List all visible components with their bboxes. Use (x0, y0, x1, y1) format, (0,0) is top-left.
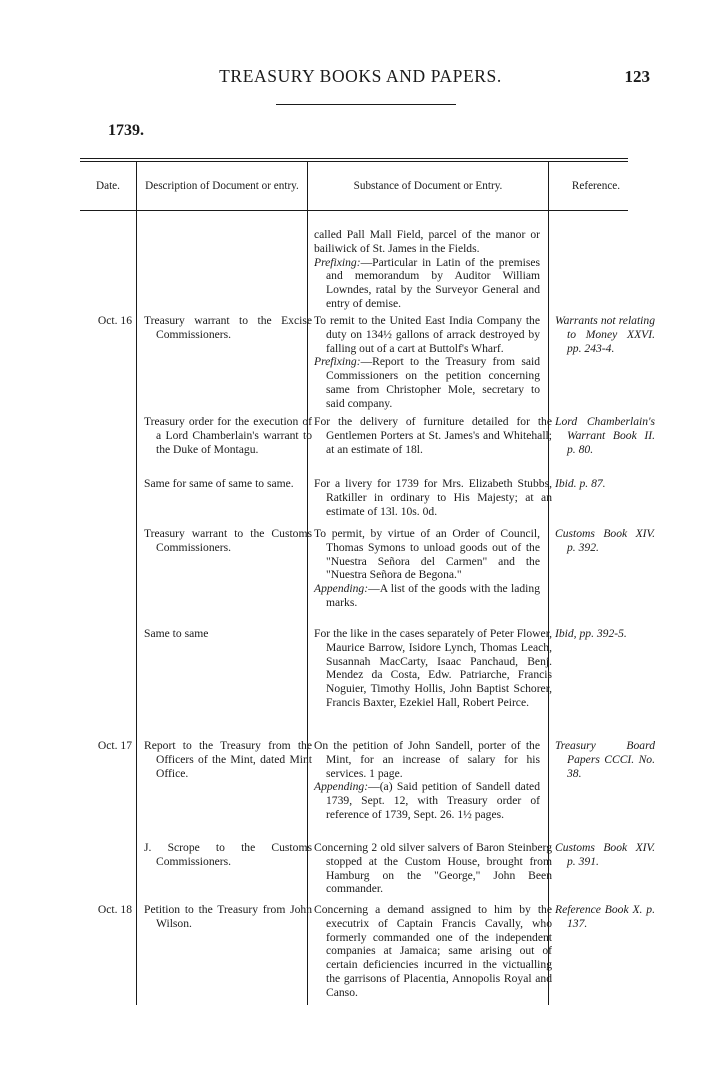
column-divider (136, 161, 137, 1005)
substance-cell (314, 314, 540, 411)
substance-cell (314, 527, 540, 610)
note-text: —(a) Said petition of Sandell dated 1739, Sept. 12, with Treasury order of reference of 1739, Sept. 26. 1½ pages. (326, 780, 540, 821)
reference-cell: Ibid, pp. 392-5. (555, 627, 627, 640)
substance-text: On the petition of John Sandell, porter of the Mint, for an increase of salary for his services. 1 page. (314, 739, 540, 780)
substance-cell (314, 228, 540, 311)
note-label: Prefixing: (314, 255, 361, 269)
substance-cell: For the like in the cases separately of Peter Flower, Maurice Barrow, Isidore Lynch, Thomas Leach, Susannah MacCarty, Isaac Panchaud, Benj. Mendez da Costa, Edw. Patriarche, Francis Noguier, Timothy Hollis, John Baptist Schorer, Francis Baxter, Ezekiel Hall, Robert Peirce. (314, 627, 552, 709)
substance-note (314, 582, 540, 610)
column-header-description: Description of Document or entry. (145, 179, 299, 192)
description-cell: Same for same of same to same. (144, 477, 294, 490)
note-label: Appending: (314, 582, 369, 596)
description-cell: Treasury warrant to the Excise Commissioners. (144, 314, 312, 341)
substance-cell: For the delivery of furniture detailed for the Gentlemen Porters at St. James's and Whitehall; at an estimate of 18l. (314, 415, 552, 456)
column-header-reference: Reference. (571, 179, 621, 192)
substance-note (314, 780, 540, 821)
substance-text: To permit, by virtue of an Order of Council, Thomas Symons to unload goods out of the "Nuestra Señora del Carmen" and the "Nuestra Señora de Begona." (314, 527, 540, 582)
note-label: Appending: (314, 780, 369, 794)
description-cell: Petition to the Treasury from John Wilson. (144, 903, 312, 930)
substance-cell (314, 739, 540, 822)
table-top-rule (80, 158, 628, 159)
column-divider (307, 161, 308, 1005)
header-rule (276, 104, 456, 105)
page-number: 123 (624, 67, 650, 86)
reference-cell: Treasury Board Papers CCCI. No. 38. (555, 739, 655, 780)
column-header-date: Date. (96, 179, 120, 192)
description-cell: Treasury warrant to the Customs Commissioners. (144, 527, 312, 554)
description-cell: Same to same (144, 627, 209, 640)
substance-text: To remit to the United East India Company the duty on 134½ gallons of arrack destroyed by falling out of a cart at Buttolf's Wharf. (314, 314, 540, 355)
description-cell: Report to the Treasury from the Officers of the Mint, dated Mint Office. (144, 739, 312, 780)
reference-cell: Customs Book XIV. p. 391. (555, 841, 655, 868)
substance-text: called Pall Mall Field, parcel of the manor or bailiwick of St. James in the Fields. (314, 228, 540, 255)
running-head: TREASURY BOOKS AND PAPERS. (219, 66, 502, 86)
substance-cell: Concerning a demand assigned to him by the executrix of Captain Francis Cavally, who formerly commanded one of the independent companies at Jamaica; same arising out of certain deficiencies incurred in the victualling the garrisons of Placentia, Annopolis Royal and Canso. (314, 903, 552, 999)
description-cell: Treasury order for the execution of a Lord Chamberlain's warrant to the Duke of Montagu. (144, 415, 312, 456)
note-text: —A list of the goods with the lading marks. (326, 582, 540, 609)
note-label: Prefixing: (314, 355, 361, 369)
reference-cell: Reference Book X. p. 137. (555, 903, 655, 930)
substance-cell: Concerning 2 old silver salvers of Baron Steinberg stopped at the Custom House, brought from Hamburg on the "George," John Been commander. (314, 841, 552, 896)
reference-cell: Warrants not relating to Money XXVI. pp. 243-4. (555, 314, 655, 355)
reference-cell: Ibid. p. 87. (555, 477, 606, 490)
reference-cell: Customs Book XIV. p. 392. (555, 527, 655, 554)
year-heading: 1739. (108, 122, 144, 139)
description-cell: J. Scrope to the Customs Commissioners. (144, 841, 312, 868)
substance-cell: For a livery for 1739 for Mrs. Elizabeth Stubbs, Ratkiller in ordinary to His Majesty; at an estimate of 13l. 10s. 0d. (314, 477, 552, 518)
date-cell: Oct. 16 (97, 314, 132, 327)
table-header-rule (80, 210, 628, 211)
date-cell: Oct. 17 (97, 739, 132, 752)
note-text: —Particular in Latin of the premises and memorandum by Auditor William Lowndes, ratal by the Surveyor General and entry of demise. (326, 255, 540, 310)
substance-note (314, 256, 540, 311)
note-text: —Report to the Treasury from said Commissioners on the petition concerning same from Christopher Mole, secretary to said company. (326, 355, 540, 410)
column-header-substance: Substance of Document or Entry. (353, 179, 503, 192)
date-cell: Oct. 18 (97, 903, 132, 916)
reference-cell: Lord Chamberlain's Warrant Book II. p. 80. (555, 415, 655, 456)
substance-note (314, 355, 540, 410)
